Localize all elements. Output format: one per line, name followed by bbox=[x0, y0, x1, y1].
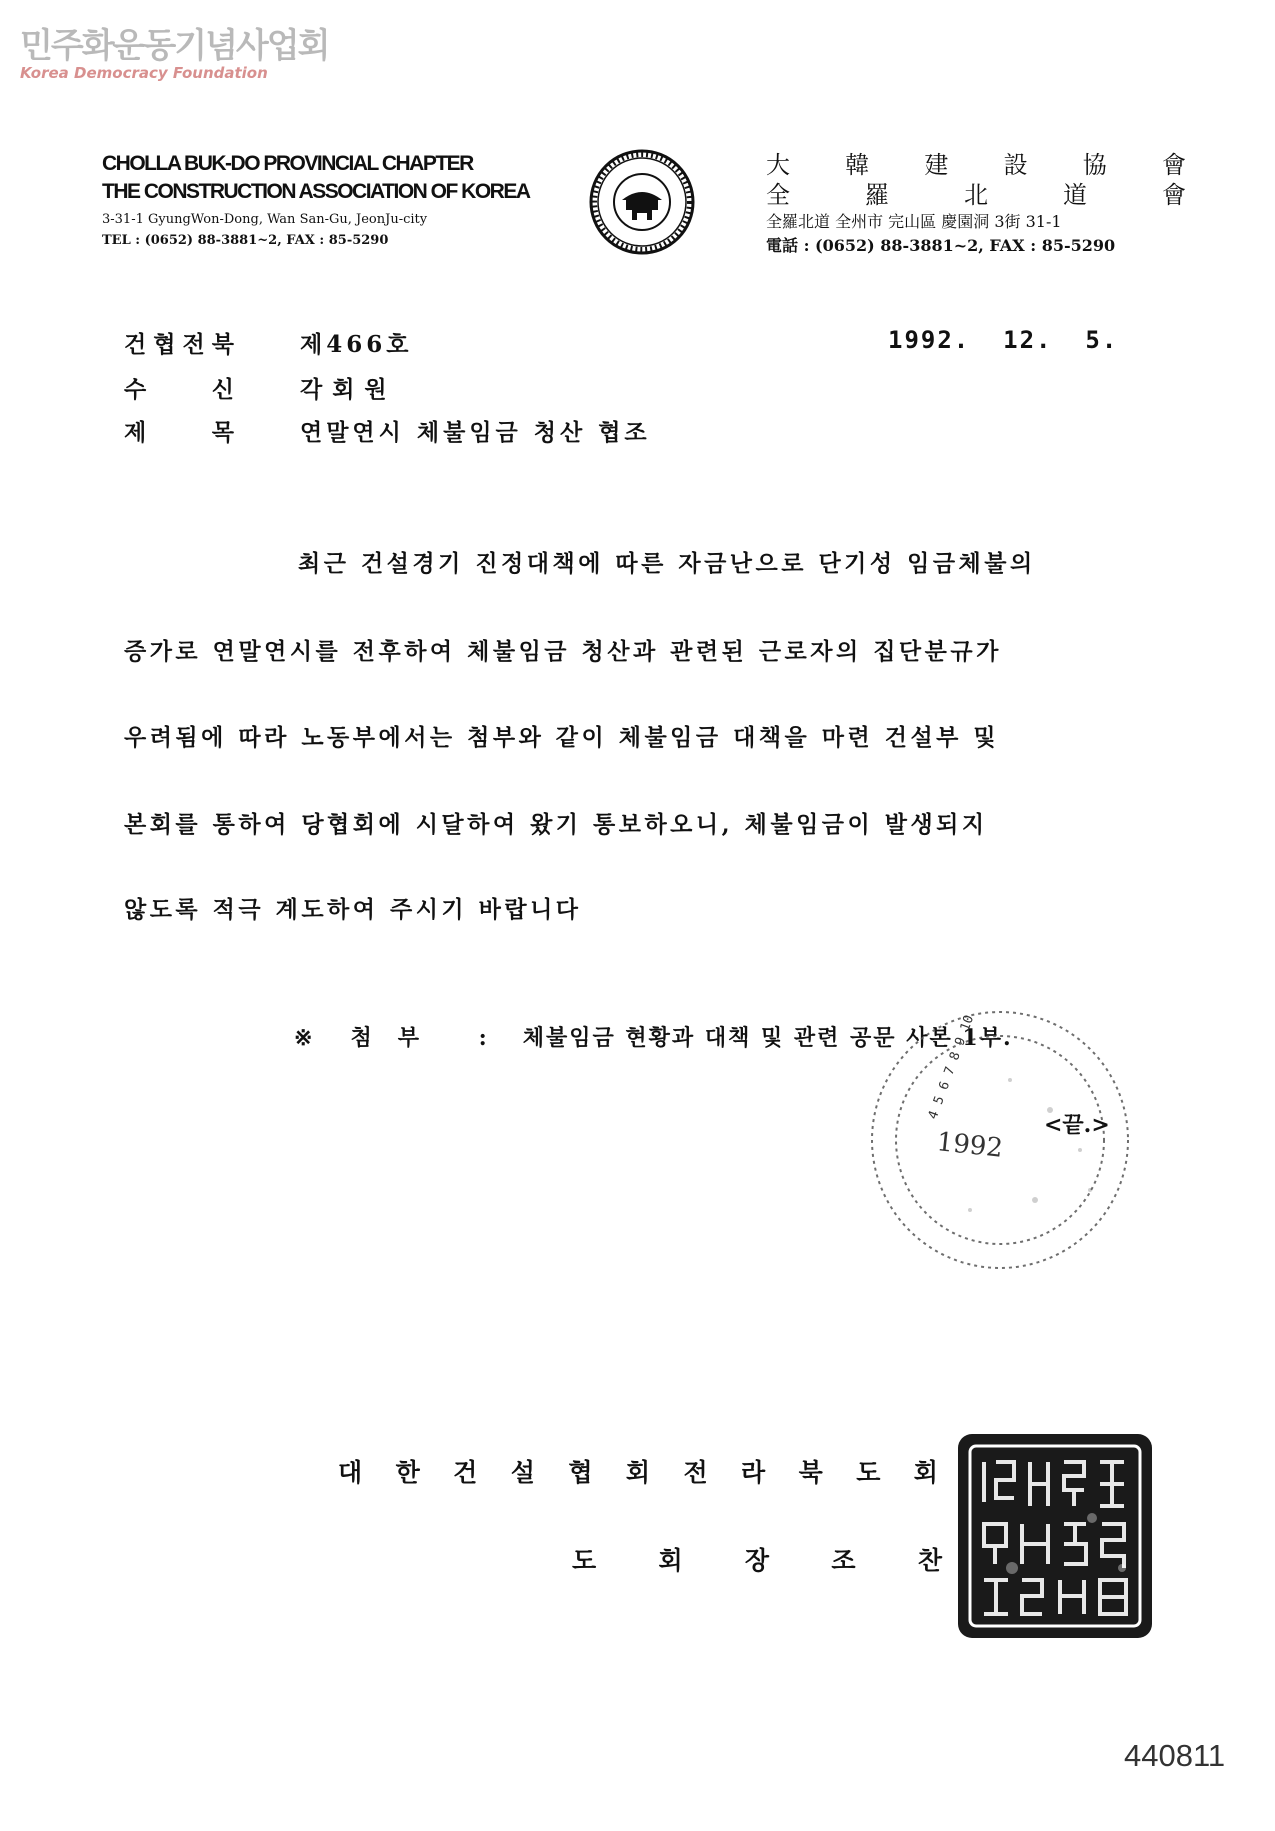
letterhead-ko-char: 北 bbox=[964, 181, 988, 209]
pres-char: 회 bbox=[658, 1546, 683, 1575]
org-char: 설 bbox=[510, 1458, 535, 1487]
label-char: 건 bbox=[124, 331, 149, 358]
label-char: 제 bbox=[124, 419, 149, 446]
watermark-korean: 민주화운동기념사업회 bbox=[20, 26, 329, 66]
label-char: 신 bbox=[211, 376, 236, 403]
letterhead-ko-char: 協 bbox=[1082, 151, 1107, 179]
signature-organization bbox=[338, 1453, 938, 1489]
letterhead-ko-char: 會 bbox=[1161, 151, 1186, 179]
org-char: 회 bbox=[625, 1458, 651, 1487]
subject: 연말연시 체불임금 청산 협조 bbox=[300, 419, 651, 446]
letterhead-ko-tel: 電話 : (0652) 88-3881~2, FAX : 85-5290 bbox=[766, 236, 1116, 255]
letterhead-en-line2: THE CONSTRUCTION ASSOCIATION OF KOREA bbox=[102, 180, 530, 203]
org-char: 건 bbox=[453, 1458, 478, 1487]
letterhead-ko-char: 韓 bbox=[845, 151, 870, 179]
pres-char: 장 bbox=[744, 1546, 770, 1575]
body-line: 않도록 적극 계도하여 주시기 바랍니다 bbox=[124, 896, 582, 923]
letterhead-ko-char: 會 bbox=[1162, 181, 1186, 209]
label-char: 북 bbox=[211, 331, 236, 358]
association-seal-icon bbox=[588, 148, 696, 256]
letterhead-ko-char: 設 bbox=[1003, 151, 1028, 179]
org-char: 회 bbox=[913, 1458, 938, 1487]
letterhead-ko-char: 羅 bbox=[865, 181, 889, 209]
label-char: 전 bbox=[182, 331, 207, 358]
attachment-text: 체불임금 현황과 대책 및 관련 공문 사본 1부. bbox=[522, 1025, 1013, 1051]
recipient: 각회원 bbox=[300, 376, 397, 403]
org-char: 북 bbox=[798, 1458, 823, 1487]
letterhead-en-line1: CHOLLA BUK-DO PROVINCIAL CHAPTER bbox=[102, 152, 473, 175]
pres-char: 도 bbox=[572, 1546, 597, 1575]
document-date: 1992. 12. 5. bbox=[888, 326, 1119, 354]
org-char: 도 bbox=[856, 1458, 881, 1487]
watermark-english: Korea Democracy Foundation bbox=[20, 64, 268, 82]
official-seal-icon bbox=[952, 1428, 1158, 1644]
body-line: 본회를 통하여 당협회에 시달하여 왔기 통보하오니, 체불임금이 발생되지 bbox=[124, 811, 988, 838]
label-char: 수 bbox=[124, 376, 149, 403]
end-mark: <끝.> bbox=[1044, 1112, 1110, 1138]
org-char: 협 bbox=[568, 1458, 593, 1487]
attachment-label: 첨부 : bbox=[350, 1025, 513, 1051]
label-char: 협 bbox=[153, 331, 178, 358]
body-line: 우려됨에 따라 노동부에서는 첨부와 같이 체불임금 대책을 마련 건설부 및 bbox=[124, 724, 1000, 751]
org-char: 라 bbox=[741, 1458, 766, 1487]
letterhead-ko-line2 bbox=[766, 175, 1186, 210]
date-stamp-year: 1992 bbox=[935, 1127, 1005, 1164]
letterhead-en-tel: TEL : (0652) 88-3881~2, FAX : 85-5290 bbox=[102, 233, 389, 248]
label-char: 목 bbox=[211, 419, 236, 446]
org-char: 전 bbox=[683, 1458, 708, 1487]
pres-char: 조 bbox=[831, 1546, 856, 1575]
subject-label bbox=[124, 414, 236, 447]
recipient-label bbox=[124, 371, 236, 404]
body-line: 최근 건설경기 진정대책에 따른 자금난으로 단기성 임금체불의 bbox=[298, 550, 1036, 577]
org-char: 대 bbox=[338, 1458, 363, 1487]
signature-president bbox=[572, 1541, 942, 1577]
letterhead-ko-char: 道 bbox=[1063, 181, 1087, 209]
letterhead-ko-char: 大 bbox=[766, 151, 790, 179]
org-char: 한 bbox=[395, 1458, 420, 1487]
doc-number: 제466호 bbox=[300, 331, 413, 358]
reference-mark: ※ bbox=[294, 1025, 315, 1051]
body-line: 증가로 연말연시를 전후하여 체불임금 청산과 관련된 근로자의 집단분규가 bbox=[124, 638, 1002, 665]
letterhead-ko-char: 建 bbox=[924, 151, 949, 179]
document-number: 440811 bbox=[1124, 1738, 1226, 1773]
doc-number-label bbox=[124, 326, 236, 359]
received-date-stamp bbox=[850, 1000, 1150, 1280]
pres-char: 찬 bbox=[917, 1546, 942, 1575]
date-stamp-digits: 4 5 6 7 8 9 10 bbox=[925, 1013, 978, 1122]
letterhead-ko-char: 全 bbox=[766, 181, 790, 209]
letterhead-ko-address: 全羅北道 全州市 完山區 慶園洞 3街 31-1 bbox=[766, 212, 1062, 231]
letterhead-en-address: 3-31-1 GyungWon-Dong, Wan San-Gu, JeonJu-city bbox=[102, 212, 428, 227]
